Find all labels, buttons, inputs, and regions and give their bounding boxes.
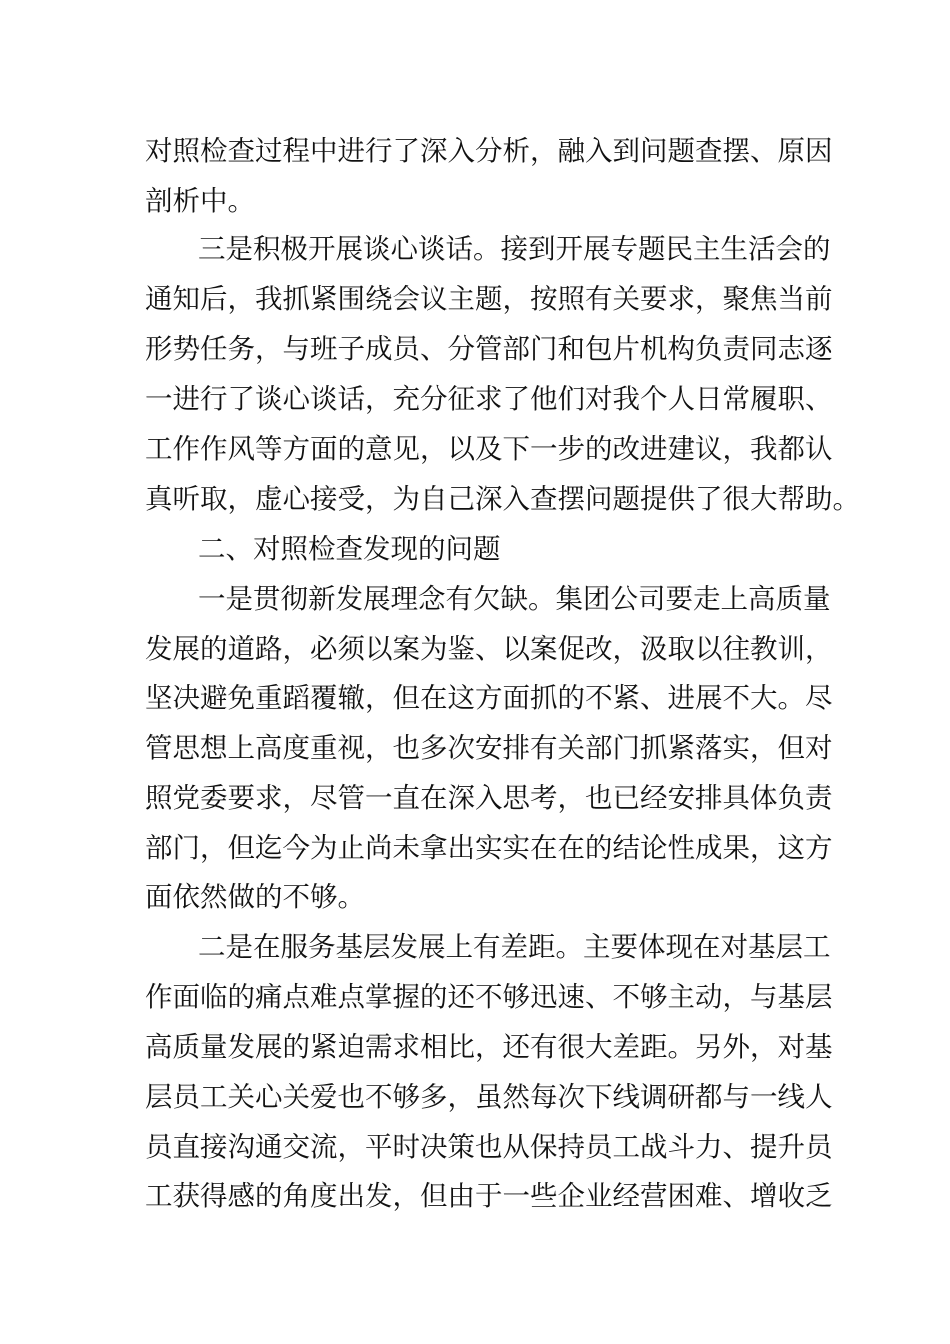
text-line: 发展的道路，必须以案为鉴、以案促改，汲取以往教训，: [145, 633, 833, 665]
paragraph-first-line: 二是在服务基层发展上有差距。主要体现在对基层工: [198, 931, 831, 963]
text-line: 层员工关心关爱也不够多，虽然每次下线调研都与一线人: [145, 1081, 833, 1113]
text-line: 高质量发展的紧迫需求相比，还有很大差距。另外，对基: [145, 1031, 833, 1063]
text-line: 工作作风等方面的意见，以及下一步的改进建议，我都认: [145, 433, 833, 465]
text-line: 一进行了谈心谈话，充分征求了他们对我个人日常履职、: [145, 383, 833, 415]
text-line: 工获得感的角度出发，但由于一些企业经营困难、增收乏: [145, 1180, 833, 1212]
text-line: 员直接沟通交流，平时决策也从保持员工战斗力、提升员: [145, 1131, 833, 1163]
text-line: 面依然做的不够。: [145, 881, 365, 913]
text-line: 部门，但迄今为止尚未拿出实实在在的结论性成果，这方: [145, 832, 833, 864]
section-heading: 二、对照检查发现的问题: [198, 533, 501, 565]
text-line: 通知后，我抓紧围绕会议主题，按照有关要求，聚焦当前: [145, 283, 833, 315]
text-line: 真听取，虚心接受，为自己深入查摆问题提供了很大帮助。: [145, 483, 860, 515]
text-line: 坚决避免重蹈覆辙，但在这方面抓的不紧、进展不大。尽: [145, 682, 833, 714]
text-line: 形势任务，与班子成员、分管部门和包片机构负责同志逐: [145, 333, 833, 365]
text-line: 照党委要求，尽管一直在深入思考，也已经安排具体负责: [145, 782, 833, 814]
text-line: 对照检查过程中进行了深入分析，融入到问题查摆、原因: [145, 135, 833, 167]
text-line: 剖析中。: [145, 185, 255, 217]
text-line: 作面临的痛点难点掌握的还不够迅速、不够主动，与基层: [145, 981, 833, 1013]
paragraph-first-line: 三是积极开展谈心谈话。接到开展专题民主生活会的: [198, 233, 831, 265]
text-line: 管思想上高度重视，也多次安排有关部门抓紧落实，但对: [145, 732, 833, 764]
paragraph-first-line: 一是贯彻新发展理念有欠缺。集团公司要走上高质量: [198, 583, 831, 615]
